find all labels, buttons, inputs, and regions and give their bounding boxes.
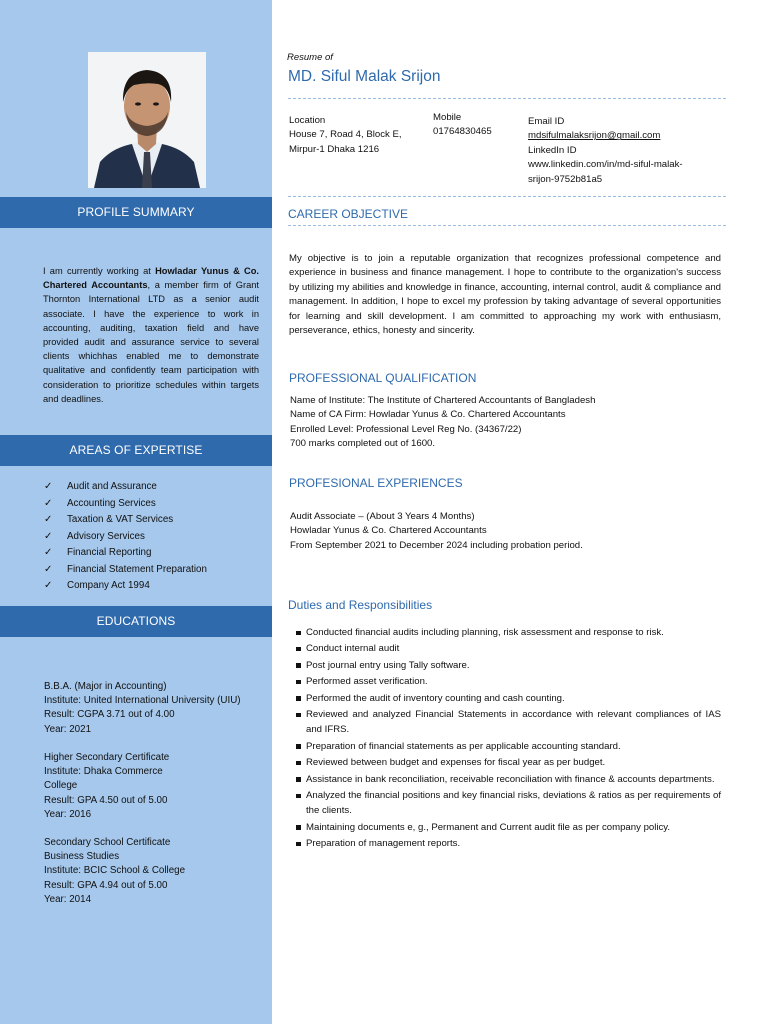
mobile-number: 01764830465	[433, 126, 492, 138]
duty-item	[296, 836, 721, 852]
qualification-line: 700 marks completed out of 1600.	[290, 438, 436, 450]
expertise-list	[44, 479, 264, 595]
square-bullet-icon	[296, 744, 301, 749]
expertise-item	[44, 578, 264, 595]
education-institute-cont: College	[44, 780, 78, 792]
duty-item	[296, 658, 721, 674]
education-institute: Institute: BCIC School & College	[44, 865, 186, 877]
professional-qualification-heading: PROFESSIONAL QUALIFICATION	[289, 371, 477, 385]
checkmark-icon: ✓	[44, 563, 53, 575]
linkedin-label: LinkedIn ID	[528, 144, 577, 156]
duty-text: Performed asset verification.	[306, 676, 428, 688]
career-objective-text: My objective is to join a reputable organization that recognizes professional competence and experience in business and finance management. I hope to contribute to the organization's success by utilizing my abilities and knowledge in finance, accounting, internal control, audit & compliance and management. In addition, I hope to excel my profession by taking advantage of several opportunities for learning and skill development. I am committed to approaching my work with enthusiasm, perseverance, ethics, honesty and sincerity.	[289, 253, 721, 337]
duty-text: Conducted financial audits including planning, risk assessment and response to risk.	[306, 627, 664, 638]
professional-experiences-heading: PROFESIONAL EXPERIENCES	[289, 476, 463, 490]
expertise-item	[44, 562, 264, 579]
profile-photo	[88, 52, 206, 188]
expertise-label: Accounting Services	[67, 497, 156, 509]
education-year: Year: 2014	[44, 893, 92, 905]
education-result: Result: CGPA 3.71 out of 4.00	[44, 709, 175, 721]
duty-text: Preparation of financial statements as per applicable accounting standard.	[306, 740, 621, 752]
experience-line: Howladar Yunus & Co. Chartered Accountants	[290, 525, 487, 537]
square-bullet-icon	[296, 842, 301, 847]
education-institute: Institute: Dhaka Commerce	[44, 766, 163, 778]
duty-item	[296, 739, 721, 755]
career-objective-divider	[288, 225, 726, 226]
square-bullet-icon	[296, 663, 301, 668]
checkmark-icon: ✓	[44, 547, 53, 558]
duty-text: Performed the audit of inventory counting and cash counting.	[306, 692, 565, 704]
checkmark-icon: ✓	[44, 481, 53, 492]
sidebar	[0, 0, 272, 1024]
expertise-item	[44, 479, 264, 496]
duty-item	[296, 691, 721, 707]
name-divider	[288, 98, 726, 99]
education-year: Year: 2016	[44, 808, 92, 820]
square-bullet-icon	[296, 777, 301, 782]
duty-text: Maintaining documents e, g., Permanent and Current audit file as per company policy.	[306, 821, 671, 833]
square-bullet-icon	[296, 794, 301, 799]
duty-item	[296, 674, 721, 690]
duty-text: Conduct internal audit	[306, 643, 400, 655]
experience-details	[290, 510, 720, 553]
areas-of-expertise-heading: AREAS OF EXPERTISE	[0, 435, 272, 466]
education-institute: Institute: United International University (UIU)	[44, 695, 241, 707]
education-bba	[44, 680, 266, 737]
duty-item	[296, 820, 721, 836]
duty-item	[296, 641, 721, 657]
duty-text: Post journal entry using Tally software.	[306, 659, 470, 671]
duties-heading: Duties and Responsibilities	[288, 598, 433, 612]
education-ssc	[44, 836, 266, 907]
email-label: Email ID	[528, 116, 565, 127]
expertise-label: Taxation & VAT Services	[67, 514, 174, 525]
education-result: Result: GPA 4.50 out of 5.00	[44, 794, 168, 806]
profile-summary-text: I am currently working at Howladar Yunus & Co. Chartered Accountants, a member firm of Grant Thornton International LTD as a senior audit associate. I have the experience to work in accounting, auditing, taxation field and have provided audit and assurance service to several clients whichhas enabled me to demonstrate qualitative and confidently team participation with consideration to prioritize schedules within targets and deadlines.	[43, 266, 259, 404]
qualification-details	[290, 394, 720, 452]
duty-item	[296, 625, 721, 641]
education-hsc	[44, 751, 266, 822]
linkedin-url[interactable]: www.linkedin.com/in/md-siful-malak-	[528, 159, 683, 171]
expertise-label: Financial Reporting	[67, 547, 152, 558]
duty-text: Assistance in bank reconciliation, receivable reconciliation with finance & accounts departments.	[306, 773, 715, 785]
education-group: Business Studies	[44, 851, 120, 863]
checkmark-icon: ✓	[44, 497, 53, 509]
email-link[interactable]: mdsifulmalaksrijon@gmail.com	[528, 130, 661, 142]
location-label: Location	[289, 115, 326, 126]
expertise-label: Financial Statement Preparation	[67, 563, 207, 575]
duties-list	[296, 625, 721, 853]
square-bullet-icon	[296, 713, 301, 718]
duty-text: Reviewed between budget and expenses for fiscal year as per budget.	[306, 757, 606, 769]
expertise-item	[44, 529, 264, 546]
square-bullet-icon	[296, 825, 301, 830]
expertise-label: Audit and Assurance	[67, 481, 157, 492]
expertise-label: Company Act 1994	[67, 580, 150, 591]
resume-of-label: Resume of	[287, 52, 333, 63]
square-bullet-icon	[296, 696, 301, 701]
expertise-label: Advisory Services	[67, 530, 145, 542]
duty-item	[296, 772, 721, 788]
expertise-item	[44, 545, 264, 562]
duty-item	[296, 788, 721, 820]
location-line: Mirpur-1 Dhaka 1216	[289, 143, 380, 155]
qualification-line: Name of Institute: The Institute of Chartered Accountants of Bangladesh	[290, 395, 596, 406]
education-year: Year: 2021	[44, 723, 92, 735]
contact-location	[289, 114, 429, 157]
contact-divider	[288, 196, 726, 197]
education-result: Result: GPA 4.94 out of 5.00	[44, 879, 168, 891]
checkmark-icon: ✓	[44, 514, 53, 525]
expertise-item	[44, 512, 264, 529]
experience-line: Audit Associate – (About 3 Years 4 Months)	[290, 511, 475, 522]
mobile-label: Mobile	[433, 112, 462, 123]
duty-item	[296, 707, 721, 739]
career-objective-heading: CAREER OBJECTIVE	[288, 207, 409, 221]
candidate-name: MD. Siful Malak Srijon	[288, 68, 441, 85]
qualification-line: Enrolled Level: Professional Level Reg No. (34367/22)	[290, 423, 522, 435]
duty-text: Preparation of management reports.	[306, 838, 461, 850]
contact-mobile	[433, 111, 523, 140]
qualification-line: Name of CA Firm: Howladar Yunus & Co. Chartered Accountants	[290, 409, 566, 421]
location-line: House 7, Road 4, Block E,	[289, 129, 402, 141]
education-degree: Higher Secondary Certificate	[44, 752, 170, 763]
square-bullet-icon	[296, 761, 301, 766]
expertise-item	[44, 496, 264, 513]
educations-heading: EDUCATIONS	[0, 606, 272, 637]
square-bullet-icon	[296, 631, 301, 636]
duty-text: Reviewed and analyzed Financial Statements in accordance with relevant compliances of IAS and IFRS.	[306, 709, 721, 736]
contact-online	[528, 115, 728, 187]
duty-text: Analyzed the financial positions and key financial risks, deviations & ratios as per requirements of the clients.	[306, 790, 721, 817]
experience-line: From September 2021 to December 2024 including probation period.	[290, 539, 583, 551]
duty-item	[296, 755, 721, 771]
profile-summary-heading: PROFILE SUMMARY	[0, 197, 272, 228]
square-bullet-icon	[296, 680, 301, 685]
education-degree: Secondary School Certificate	[44, 837, 171, 848]
education-degree: B.B.A. (Major in Accounting)	[44, 681, 167, 692]
linkedin-url-cont[interactable]: srijon-9752b81a5	[528, 173, 603, 185]
square-bullet-icon	[296, 647, 301, 652]
checkmark-icon: ✓	[44, 580, 53, 591]
checkmark-icon: ✓	[44, 530, 53, 542]
